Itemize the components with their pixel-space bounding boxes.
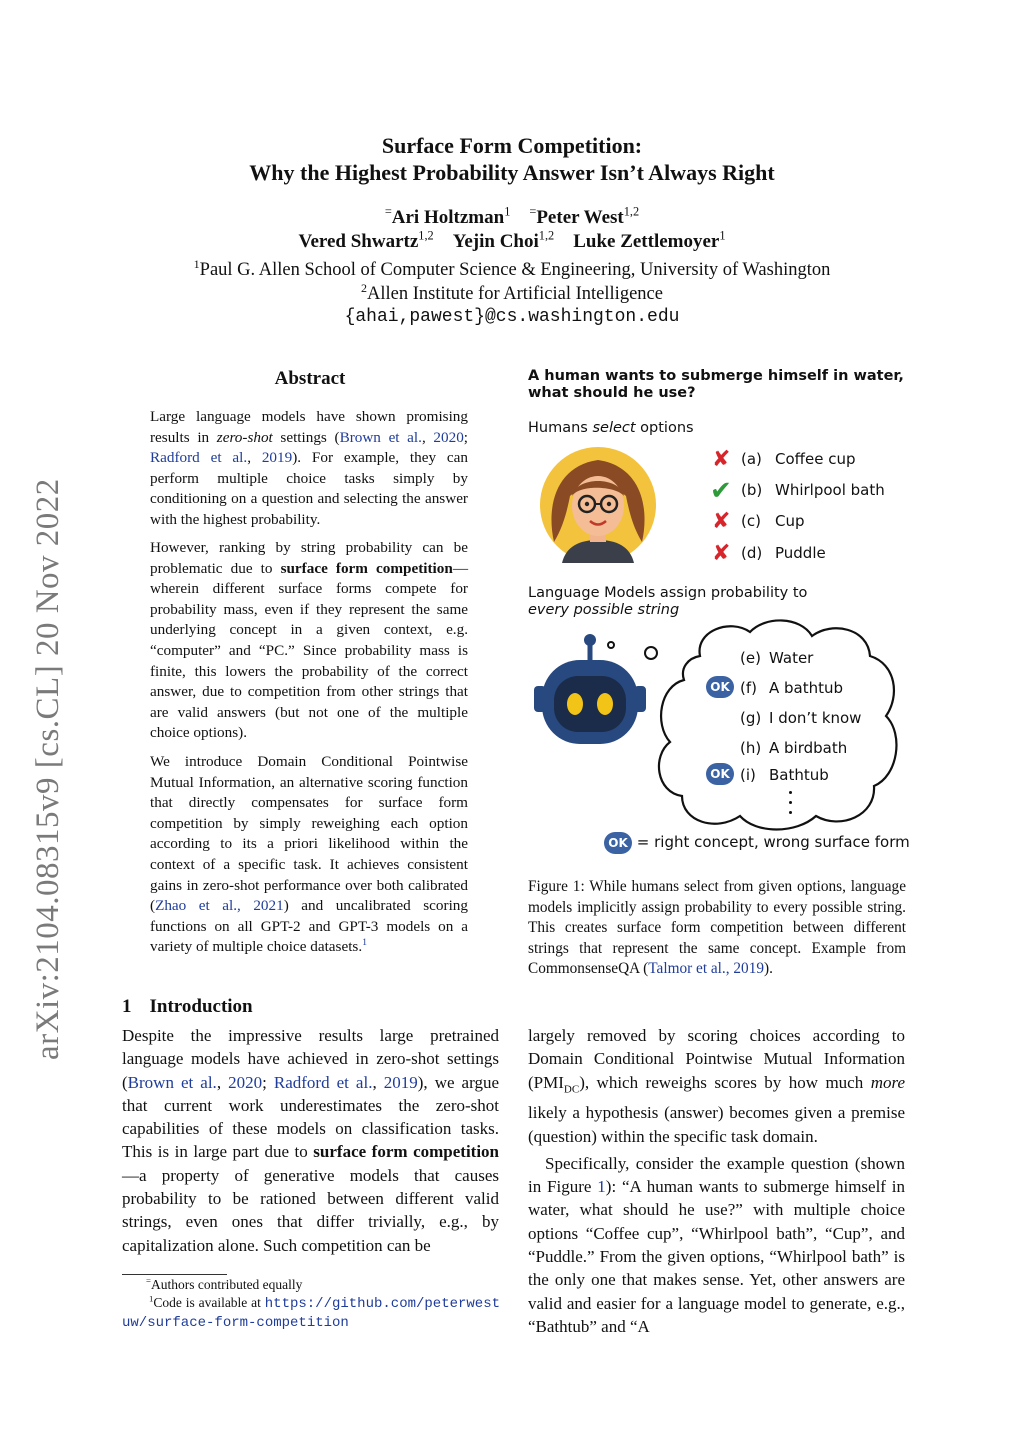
ok-badge-icon: OK <box>604 832 632 854</box>
author-zettlemoyer: Luke Zettlemoyer <box>573 231 720 252</box>
cross-icon: ✘ <box>712 541 731 566</box>
arxiv-stamp: arXiv:2104.08315v9 [cs.CL] 20 Nov 2022 <box>30 478 66 1060</box>
ellipsis-icon <box>789 791 793 814</box>
author-emails: {ahai,pawest}@cs.washington.edu <box>344 307 680 327</box>
author-holtzman: Ari Holtzman <box>391 207 505 228</box>
right-paragraph-2: Specifically, consider the example question (shown in Figure 1): “A human wants to submerge himself in water, what should he use?” with multiple choice options “Coffee cup”, “Whirlpool bath”, “Cup”, and “Puddle.” From the given options, “Whirlpool bath” is the only one that makes sense. Yet, other answers are valid and easier for a language model to generate, e.g., “Bathtub” and “A <box>528 1153 906 1336</box>
check-icon: ✔ <box>710 476 732 506</box>
affiliation-uw: Paul G. Allen School of Computer Science & Engineering, University of Washington <box>199 260 831 280</box>
paper-title <box>150 132 874 186</box>
ok-badge-icon: OK <box>706 676 734 698</box>
right-column-text <box>528 1024 905 1338</box>
code-link[interactable]: https://github.com/peterwestuw/surface-form-competition <box>122 1296 501 1331</box>
bubble-item-i: (i) Bathtub <box>740 766 829 784</box>
footnote-code: $^1$Code is available at https://github.com/peterwestuw/surface-form-competition <box>122 1293 501 1331</box>
bubble-item-h: (h) A birdbath <box>740 739 848 757</box>
bubble-item-f: (f) A bathtub <box>740 679 844 697</box>
author-west: Peter West <box>536 207 624 228</box>
figure-humans-label: Humans select options <box>528 420 694 436</box>
citation-zhao[interactable]: Zhao et al., 2021 <box>155 897 284 915</box>
author-choi: Yejin Choi <box>452 231 539 252</box>
affiliations: $^1$Paul G. Allen School of Computer Science & Engineering, University of Washington $^2$Allen Institute for Artificial Intelligence <box>193 256 831 304</box>
right-paragraph-1: largely removed by scoring choices according to Domain Conditional Pointwise Mutual Information $(PMI_{DC})$, which reweighs scores by how much more likely a hypothesis (answer) becomes given a premise (question) within the specific task domain. <box>528 1026 905 1146</box>
cross-icon: ✘ <box>712 447 731 472</box>
figure-ref[interactable]: 1 <box>597 1177 606 1197</box>
abstract-paragraph-1: Large language models have shown promising results in zero-shot settings (Brown et al., 2020; Radford et al., 2019). For example, they can perform multiple choice tasks simply by conditioning on a question and selecting the answer with the highest probability. <box>150 408 469 528</box>
citation-radford[interactable]: Radford et al. <box>150 449 248 467</box>
ok-badge-icon: OK <box>706 763 734 785</box>
option-a: (a) Coffee cup <box>741 450 856 468</box>
footnote-ref-1[interactable]: 1 <box>362 937 368 949</box>
author-shwartz: Vered Shwartz <box>298 231 419 252</box>
option-d: (d) Puddle <box>741 544 826 562</box>
robot-icon <box>530 632 650 748</box>
citation-talmor[interactable]: Talmor et al., 2019 <box>648 960 764 977</box>
bubble-item-e: (e) Water <box>740 649 814 667</box>
option-c: (c) Cup <box>741 512 805 530</box>
figure-lm-label: Language Models assign probability to every possible string <box>528 585 808 618</box>
footnote-rule <box>122 1274 227 1275</box>
intro-paragraph: Despite the impressive results large pretrained language models have achieved in zero-shot settings (Brown et al., 2020; Radford et al., 2019), we argue that current work underestimates the zero-shot capabilities of these models on classification tasks. This is in large part due to surface form competition—a property of generative models that causes probability to be rationed between different valid strings, even ones that differ trivially, e.g., by capitalization alone. Such competition can be <box>122 1026 500 1255</box>
figure-question: A human wants to submerge himself in water, what should he use? <box>528 368 904 401</box>
abstract-paragraph-2: However, ranking by string probability can be problematic due to surface form competition—wherein different surface forms compete for probability mass, even if they represent the same underlying concept in a given context, e.g. “computer” and “PC.” Since probability mass is finite, this lowers the probability of the correct answer, due to competition from other strings that are valid answers (but not one of the multiple choice options). <box>150 539 469 742</box>
footnote-equal-contribution: =Authors contributed equally <box>146 1275 303 1292</box>
abstract-paragraph-3: We introduce Domain Conditional Pointwise Mutual Information, an alternative scoring function that directly compensates for surface form competition by simply reweighing each option according to its a priori likelihood within the context of a specific task. It achieves consistent gains in zero-shot performance over both calibrated (Zhao et al., 2021) and uncalibrated scoring functions on all GPT-2 and GPT-3 models on a variety of multiple choice datasets.$^1$ <box>150 753 468 956</box>
figure-caption: Figure 1: While humans select from given options, language models implicitly assign probability to every possible string. This creates surface form competition between different strings that represent the same concept. Example from CommonsenseQA (Talmor et al., 2019). <box>528 878 906 977</box>
author-list: =Ari Holtzman$^1$ =Peter West$^{1,2}$ Vered Shwartz$^{1,2}$ Yejin Choi$^{1,2}$ Luke Zettlemoyer$^1$ <box>298 204 726 252</box>
bubble-item-g: (g) I don’t know <box>740 709 862 727</box>
cross-icon: ✘ <box>712 509 731 534</box>
human-avatar-icon <box>536 446 660 564</box>
abstract-heading: Abstract <box>274 368 346 389</box>
intro-heading: 1 Introduction <box>122 996 253 1017</box>
citation-brown[interactable]: Brown et al. <box>339 428 422 446</box>
figure-legend: OK = right concept, wrong surface form <box>604 832 910 854</box>
affiliation-ai2: Allen Institute for Artificial Intelligence <box>367 284 663 304</box>
option-b: (b) Whirlpool bath <box>741 481 885 499</box>
title-line-1: Surface Form Competition: <box>381 133 643 158</box>
title-line-2: Why the Highest Probability Answer Isn’t Always Right <box>249 160 775 185</box>
